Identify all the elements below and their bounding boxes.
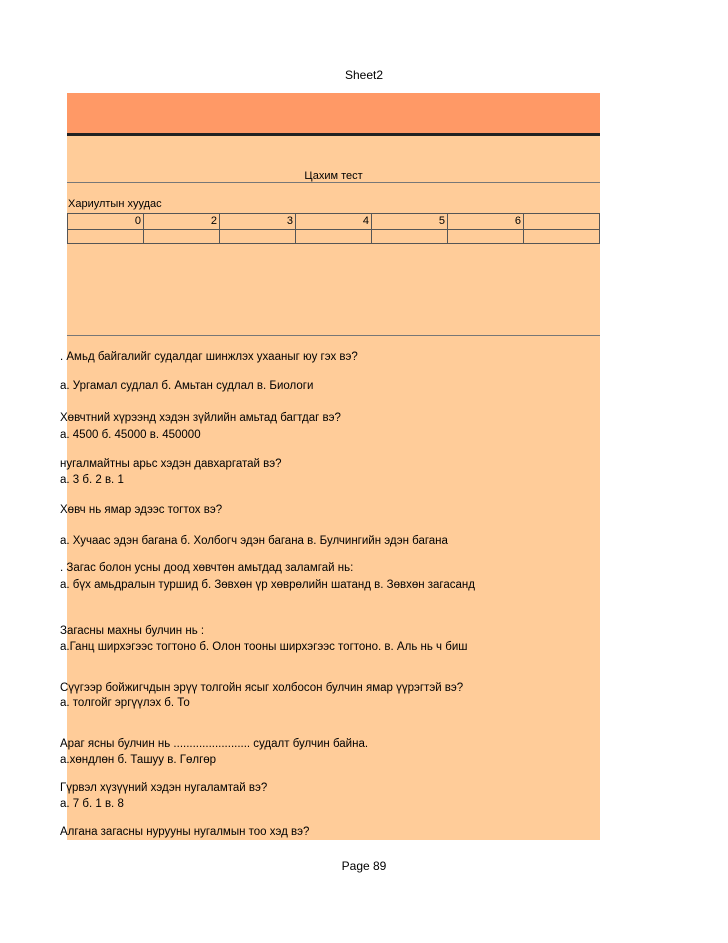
grid-cell[interactable] [144, 229, 220, 244]
answers-5: а. бүх амьдралын туршид б. Зөвхөн үр хөврөлийн шатанд в. Зөвхөн загасанд [60, 579, 475, 591]
grid-cell[interactable] [296, 229, 372, 244]
question-10: Алгана загасны нурууны нугалмын тоо хэд вэ? [60, 826, 310, 838]
answers-2: а. 4500 б. 45000 в. 450000 [60, 429, 201, 441]
grid-cell[interactable] [372, 229, 448, 244]
grid-cell[interactable]: 4 [296, 214, 372, 229]
grid-cell[interactable] [524, 214, 599, 229]
answer-grid-number-row [68, 214, 599, 230]
header-band [67, 93, 600, 133]
answers-3: а. 3 б. 2 в. 1 [60, 474, 124, 486]
test-title: Цахим тест [304, 170, 363, 182]
answers-6: а.Ганц ширхэгээс тогтоно б. Олон тооны ширхэгээс тогтоно. в. Аль нь ч биш [60, 641, 468, 653]
grid-cell[interactable]: 3 [220, 214, 296, 229]
question-4: Хөвч нь ямар эдээс тогтох вэ? [60, 504, 223, 516]
grid-cell[interactable] [448, 229, 524, 244]
answers-7: а. толгойг эргүүлэх б. То [60, 697, 190, 709]
page-number: Page 89 [341, 859, 387, 873]
answer-sheet-label: Хариултын хуудас [68, 198, 162, 210]
answers-8: а.хөндлөн б. Ташуу в. Гөлгөр [60, 754, 217, 766]
question-5: . Загас болон усны доод хөвчтөн амьтдад заламгай нь: [60, 562, 354, 574]
sheet-name: Sheet2 [344, 68, 384, 82]
answer-grid [67, 213, 600, 244]
question-9: Гүрвэл хүзүүний хэдэн нугаламтай вэ? [60, 782, 268, 794]
answers-9: а. 7 б. 1 в. 8 [60, 798, 124, 810]
divider [67, 335, 600, 336]
question-6: Загасны махны булчин нь : [60, 625, 205, 637]
question-8: Араг ясны булчин нь ........................ судалт булчин байна. [60, 738, 369, 750]
grid-cell[interactable]: 2 [144, 214, 220, 229]
question-2: Хөвчтний хүрээнд хэдэн зүйлийн амьтад багтдаг вэ? [60, 412, 341, 424]
grid-cell[interactable]: 5 [372, 214, 448, 229]
question-3: нугалмайтны арьс хэдэн давхаргатай вэ? [60, 458, 282, 470]
grid-cell[interactable] [524, 229, 599, 244]
grid-cell[interactable] [220, 229, 296, 244]
answers-4: а. Хучаас эдэн багана б. Холбогч эдэн багана в. Булчингийн эдэн багана [60, 535, 448, 547]
answers-1: а. Ургамал судлал б. Амьтан судлал в. Биологи [60, 380, 314, 392]
grid-cell[interactable] [68, 229, 144, 244]
question-7: Сүүгээр бойжигчдын эрүү толгойн ясыг холбосон булчин ямар үүрэгтэй вэ? [60, 682, 464, 694]
divider [67, 182, 600, 183]
answer-grid-answer-row [68, 229, 599, 244]
grid-cell[interactable]: 6 [448, 214, 524, 229]
question-1: . Амьд байгалийг судалдаг шинжлэх ухааныг юу гэх вэ? [60, 351, 358, 363]
grid-cell[interactable]: 0 [68, 214, 144, 229]
